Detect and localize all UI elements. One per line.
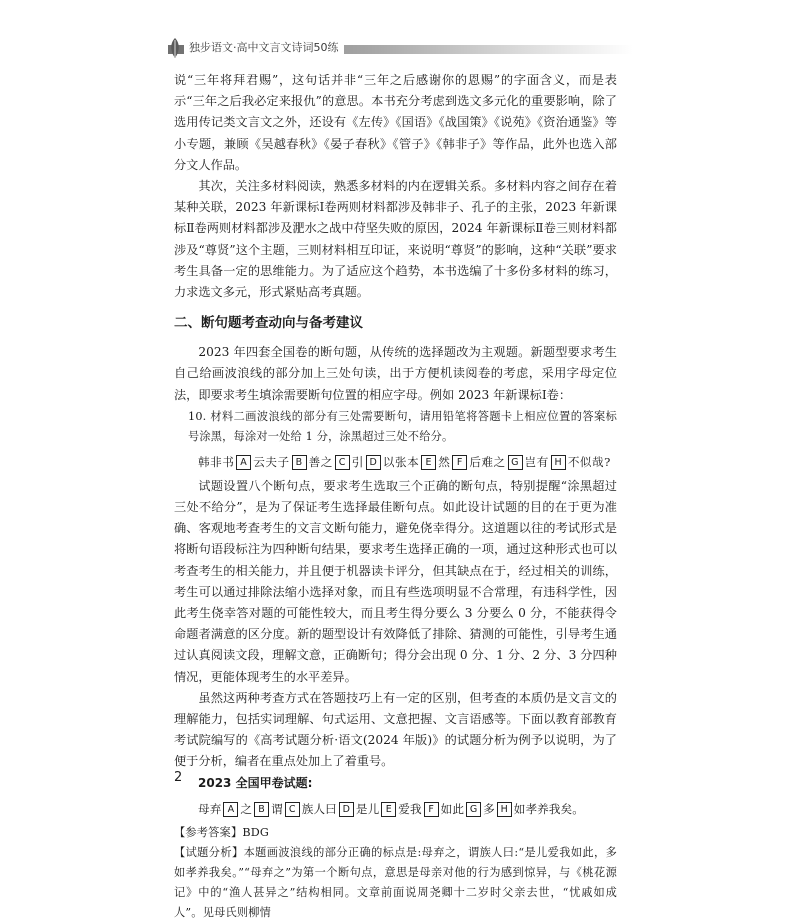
sentence-segment: 不似哉?	[567, 454, 611, 469]
break-box-b: B	[292, 455, 307, 470]
section-heading: 二、断句题考查动向与备考建议	[174, 315, 363, 332]
break-box-a: A	[236, 455, 251, 470]
page-number: 2	[174, 770, 183, 785]
paragraph-2: 其次，关注多材料阅读，熟悉多材料的内在逻辑关系。多材料内容之间存在着某种关联，2023 年新课标Ⅰ卷两则材料都涉及韩非子、孔子的主张，2023 年新课标Ⅱ卷两则材料都涉及淝水之战中苻坚失败的原因，2024 年新课标Ⅱ卷三则材料都涉及“尊贤”这个主题，三则材料相互印证，来说明“尊贤”的影响，这种“关联”要求考生具备一定的思维能力。为了适应这个趋势，本书选编了十多份多材料的练习，力求选文多元，形式紧贴高考真题。	[174, 179, 617, 300]
sentence-segment: 族人曰	[301, 801, 337, 816]
paragraph-4: 试题设置八个断句点，要求考生选取三个正确的断句点，特别提醒“涂黑超过三处不给分”，是为了保证考生选择最佳断句点。如此设计试题的目的在于更为准确、客观地考查考生的文言文断句能力，避免侥幸得分。这道题以往的考试形式是将断句语段标注为四种断句结果，要求考生选择正确的一项，通过这种形式也可以考查考生的相关能力，并且便于机器读卡评分，但其缺点在于，经过相关的训练，考生可以通过排除法缩小选择对象，而且有些选项明显不合常理，有违科学性，因此考生侥幸答对题的可能性较大，而且考生得分要么 3 分要么 0 分，不能获得令命题者满意的区分度。新的题型设计有效降低了排除、猜测的可能性，引导考生通过认真阅读文段，理解文意，正确断句；得分会出现 0 分、1 分、2 分、3 分四种情况，更能体现考生的水平差异。	[174, 478, 617, 684]
break-box-a: A	[223, 802, 238, 817]
sentence-segment: 韩非书	[198, 454, 235, 469]
running-header	[168, 37, 638, 63]
sentence-segment: 多	[483, 801, 495, 816]
break-box-f: F	[424, 802, 439, 817]
answer-label: 【参考答案】	[174, 825, 243, 839]
main-content	[174, 70, 617, 923]
feather-icon	[168, 37, 182, 59]
sentence-segment: 善之	[308, 454, 333, 469]
question-text: 10. 材料二画波浪线的部分有三处需要断句，请用铅笔将答题卡上相应位置的答案标号涂黑，每涂对一处给 1 分，涂黑超过三处不给分。	[188, 409, 617, 443]
sentence-segment: 如此	[440, 801, 465, 816]
reference-answer	[174, 823, 617, 843]
header-title: 独步语文·高中文言文诗词50练	[184, 38, 344, 58]
break-box-h: H	[551, 455, 566, 470]
sentence-segment: 然	[438, 454, 451, 469]
break-box-g: G	[466, 802, 481, 817]
sentence-segment: 是儿	[355, 801, 380, 816]
break-box-e: E	[421, 455, 436, 470]
sentence-1	[174, 451, 617, 473]
break-box-c: C	[285, 802, 300, 817]
sentence-2	[174, 798, 617, 820]
break-box-b: B	[254, 802, 269, 817]
sentence-segment: 云夫子	[253, 454, 290, 469]
paragraph-1: 说“三年将拜君赐”，这句话并非“三年之后感谢你的恩赐”的字面含义，而是表示“三年之后我必定来报仇”的意思。本书充分考虑到选文多元化的重要影响，除了选用传记类文言文之外，还设有《左传》《国语》《战国策》《说苑》《资治通鉴》等小专题，兼顾《吴越春秋》《晏子春秋》《管子》《韩非子》等作品，此外也选入部分文人作品。	[174, 73, 617, 172]
question-10	[174, 407, 617, 447]
break-box-f: F	[452, 455, 467, 470]
sentence-segment: 之	[240, 801, 253, 816]
exam-title: 2023 全国甲卷试题:	[198, 775, 313, 790]
paragraph-3: 2023 年四套全国卷的断句题，从传统的选择题改为主观题。新题型要求考生自己给画波浪线的部分加上三处句读，出于方便机读阅卷的考虑，采用字母定位法，即要求考生填涂需要断句位置的相应字母。例如 2023 年新课标Ⅰ卷：	[174, 345, 617, 402]
break-box-e: E	[381, 802, 396, 817]
break-box-g: G	[508, 455, 523, 470]
sentence-segment: 爱我	[398, 801, 422, 816]
paragraph-5: 虽然这两种考查方式在答题技巧上有一定的区别，但考查的本质仍是文言文的理解能力，包括实词理解、句式运用、文意把握、文言语感等。下面以教育部教育考试院编写的《高考试题分析·语文(2024 年版)》的试题分析为例予以说明，为了便于分析，编者在重点处加上了着重号。	[174, 690, 617, 769]
break-box-d: D	[366, 455, 381, 470]
break-box-d: D	[339, 802, 354, 817]
answer-value: BDG	[242, 825, 270, 839]
sentence-segment: 如孝养我矣。	[513, 801, 584, 816]
sentence-segment: 后难之	[469, 454, 506, 469]
break-box-h: H	[497, 802, 512, 817]
break-box-c: C	[335, 455, 350, 470]
sentence-segment: 引	[351, 454, 364, 469]
question-analysis	[174, 843, 617, 923]
analysis-label: 【试题分析】	[174, 845, 244, 859]
sentence-segment: 以张本	[382, 454, 420, 469]
sentence-segment: 谓	[271, 801, 283, 816]
sentence-segment: 母弃	[198, 801, 222, 816]
analysis-text: 本题画波浪线的部分正确的标点是:母弃之，谓族人曰:“是儿爱我如此，多如孝养我矣。”“母弃之”为第一个断句点，意思是母亲对他的行为感到惊异，与《桃花源记》中的“渔人甚异之”结构相同。文章前面说周尧卿十二岁时父亲去世，“忧戚如成人”。见母氏则柳情	[174, 845, 618, 919]
sentence-segment: 岂有	[524, 454, 549, 469]
